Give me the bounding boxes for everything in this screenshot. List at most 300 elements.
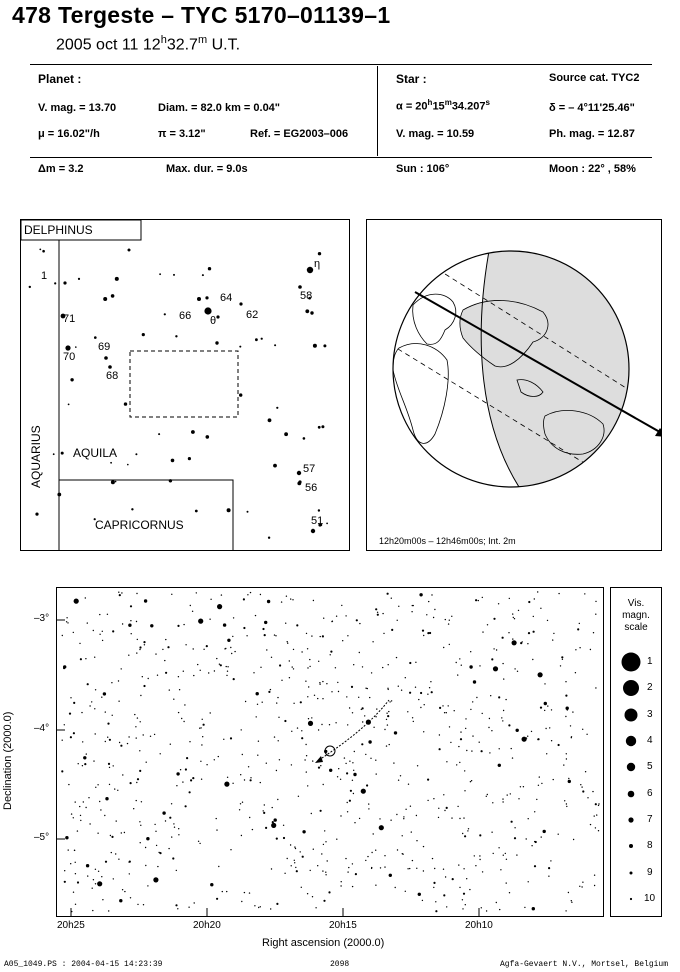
field-star	[590, 824, 591, 825]
field-star	[249, 817, 250, 818]
finder-star	[103, 297, 107, 301]
field-star	[407, 868, 408, 869]
field-star	[216, 818, 217, 819]
field-star	[301, 737, 303, 739]
field-star	[465, 718, 466, 719]
field-star	[306, 755, 307, 756]
field-star	[313, 600, 314, 601]
field-star	[173, 699, 174, 700]
field-star	[528, 632, 530, 634]
field-star	[173, 823, 174, 824]
field-star	[321, 724, 322, 725]
field-star	[464, 790, 465, 791]
field-star	[533, 631, 535, 633]
finder-star	[284, 432, 288, 436]
field-star	[367, 856, 368, 857]
field-star	[203, 649, 204, 650]
finder-star	[57, 493, 61, 497]
field-star	[250, 592, 251, 593]
field-star	[95, 883, 96, 884]
field-star	[489, 718, 490, 719]
field-star	[541, 783, 542, 784]
field-star	[594, 815, 595, 816]
field-star	[144, 599, 147, 602]
field-star	[550, 860, 551, 861]
field-star	[498, 764, 501, 767]
field-star	[577, 628, 579, 630]
field-star	[388, 664, 389, 665]
field-star	[439, 734, 440, 735]
field-star	[79, 643, 80, 644]
field-star	[361, 743, 363, 745]
field-star	[321, 853, 322, 854]
finder-star	[78, 278, 80, 280]
finder-star	[42, 250, 45, 253]
field-star	[200, 727, 201, 728]
field-star	[139, 750, 140, 751]
field-star	[575, 649, 576, 650]
field-star	[82, 765, 83, 766]
field-star	[247, 594, 248, 595]
field-star	[383, 633, 384, 634]
field-star	[101, 876, 102, 877]
field-star	[384, 855, 385, 856]
field-star	[128, 736, 129, 737]
field-star	[502, 637, 504, 639]
field-star	[376, 708, 377, 709]
star-label-57: 57	[303, 463, 316, 475]
field-star	[170, 744, 171, 745]
finder-star	[307, 267, 313, 273]
finder-star	[274, 344, 276, 346]
field-star	[582, 790, 584, 792]
field-star	[266, 763, 267, 764]
star-label-1: 1	[41, 270, 48, 282]
field-star	[189, 741, 190, 742]
field-star	[546, 753, 547, 754]
field-star	[130, 782, 132, 784]
field-star	[271, 868, 272, 869]
field-star	[180, 769, 181, 770]
field-star	[377, 614, 379, 616]
finder-star	[128, 249, 131, 252]
field-star	[218, 866, 219, 867]
field-star	[482, 713, 483, 714]
field-star	[330, 654, 331, 655]
field-star	[306, 771, 307, 772]
finder-star	[158, 433, 160, 435]
field-star	[108, 763, 110, 765]
field-star	[509, 598, 510, 599]
field-star	[331, 621, 332, 622]
field-star	[154, 824, 155, 825]
field-star	[386, 719, 387, 720]
field-star	[292, 599, 293, 600]
field-star	[445, 619, 446, 620]
field-star	[412, 860, 413, 861]
field-star	[306, 633, 307, 634]
field-star	[139, 821, 140, 822]
table-divider	[377, 66, 378, 156]
field-star	[528, 881, 529, 882]
field-star	[155, 831, 156, 832]
field-star	[130, 620, 131, 621]
field-star	[543, 830, 546, 833]
field-star	[548, 876, 549, 877]
field-star	[244, 892, 245, 893]
legend-label-2: 2	[647, 682, 653, 693]
field-star	[93, 630, 94, 631]
field-star	[117, 790, 118, 791]
field-star	[368, 740, 371, 743]
field-star	[492, 802, 493, 803]
field-star	[140, 695, 141, 696]
field-star	[209, 619, 210, 620]
continent-europe	[413, 294, 456, 344]
field-star	[352, 712, 353, 713]
field-star	[193, 648, 194, 649]
field-star	[594, 885, 595, 886]
field-star	[590, 649, 591, 650]
field-star	[470, 651, 471, 652]
star-phmag: Ph. mag. = 12.87	[549, 128, 635, 140]
field-star	[178, 712, 179, 713]
field-star	[74, 850, 75, 851]
field-star	[201, 779, 202, 780]
finder-chart-svg	[21, 220, 349, 550]
field-star	[592, 791, 593, 792]
legend-dot-6	[628, 791, 635, 798]
field-star	[462, 833, 463, 834]
field-star	[398, 780, 399, 781]
field-star	[140, 721, 141, 722]
field-star	[595, 687, 596, 688]
field-star	[167, 646, 169, 648]
field-star	[532, 659, 533, 660]
field-star	[112, 630, 114, 632]
field-star	[109, 784, 110, 785]
field-star	[281, 601, 282, 602]
field-star	[409, 662, 411, 664]
field-star	[136, 621, 137, 622]
field-star	[107, 723, 109, 725]
field-star	[371, 672, 372, 673]
field-star	[503, 855, 504, 856]
field-star	[506, 859, 507, 860]
field-star	[469, 665, 472, 668]
field-star	[475, 599, 477, 601]
field-star	[168, 848, 169, 849]
footer-publisher: Agfa-Gevaert N.V., Mortsel, Belgium	[500, 960, 669, 969]
field-star	[62, 635, 63, 636]
field-star	[157, 675, 158, 676]
field-star	[193, 675, 194, 676]
field-star	[448, 705, 449, 706]
finder-star	[268, 418, 272, 422]
field-star	[365, 688, 366, 689]
field-star	[103, 692, 106, 695]
field-star	[544, 702, 547, 705]
field-star	[248, 766, 249, 767]
field-star	[353, 793, 354, 794]
field-star	[561, 656, 563, 658]
field-star	[297, 727, 298, 728]
field-star	[472, 735, 473, 736]
field-star	[102, 631, 103, 632]
field-star	[433, 887, 434, 888]
finder-star	[35, 513, 38, 516]
field-star	[64, 870, 65, 871]
field-star	[416, 840, 417, 841]
field-star	[107, 737, 108, 738]
field-star	[97, 784, 98, 785]
field-star	[349, 761, 350, 762]
field-star	[312, 896, 313, 897]
field-star	[87, 875, 88, 876]
planet-motion: μ = 16.02"/h	[38, 128, 100, 140]
field-star	[111, 852, 112, 853]
field-star	[487, 624, 488, 625]
field-star	[351, 686, 353, 688]
finder-star	[255, 338, 258, 341]
field-star	[137, 904, 138, 905]
field-star	[444, 712, 445, 713]
star-label-58: 58	[300, 290, 313, 302]
field-star	[491, 832, 492, 833]
field-star	[350, 790, 352, 792]
field-star	[352, 780, 353, 781]
finder-star	[173, 274, 175, 276]
field-star	[290, 844, 291, 845]
field-star	[427, 779, 429, 781]
field-star	[249, 892, 250, 893]
field-star	[594, 875, 595, 876]
field-star	[112, 715, 113, 716]
field-star	[139, 649, 140, 650]
field-star	[498, 603, 499, 604]
field-star	[518, 798, 519, 799]
field-star	[189, 791, 191, 793]
field-star	[70, 736, 72, 738]
finder-star	[318, 509, 320, 511]
finder-star	[239, 393, 242, 396]
field-star	[87, 683, 89, 685]
field-star	[352, 762, 353, 763]
field-star	[274, 634, 275, 635]
field-star	[327, 860, 328, 861]
field-star	[359, 818, 360, 819]
field-star	[438, 808, 439, 809]
finder-star	[175, 335, 177, 337]
field-star	[314, 695, 315, 696]
field-star	[85, 807, 86, 808]
finder-star	[115, 277, 119, 281]
night-side-shading	[481, 249, 629, 487]
field-star	[263, 812, 265, 814]
field-star	[69, 713, 71, 715]
planet-heading: Planet :	[38, 72, 82, 86]
field-star	[140, 825, 141, 826]
field-star	[326, 683, 327, 684]
field-star	[460, 738, 462, 740]
event-datetime: 2005 oct 11 12$^h$32.7$^m$ U.T.	[56, 34, 241, 54]
field-star	[434, 609, 435, 610]
field-star	[65, 836, 68, 839]
finder-star	[110, 462, 112, 464]
field-star	[310, 870, 311, 871]
finder-star	[29, 286, 31, 288]
boundary-capricornus	[59, 480, 233, 550]
field-star	[264, 634, 266, 636]
field-star	[469, 889, 470, 890]
legend-title-vis: Vis.	[627, 598, 645, 609]
legend-dot-7	[628, 817, 633, 822]
field-star	[427, 800, 428, 801]
field-star	[362, 707, 364, 709]
field-star	[320, 765, 321, 766]
field-star	[93, 760, 94, 761]
field-star	[296, 624, 298, 626]
field-star	[89, 705, 90, 706]
field-star	[318, 729, 319, 730]
field-star	[178, 834, 179, 835]
field-star	[413, 605, 414, 606]
field-star	[365, 860, 366, 861]
field-star	[449, 726, 450, 727]
field-star	[307, 696, 308, 697]
constellation-aquarius: AQUARIUS	[29, 425, 43, 488]
field-star	[345, 763, 346, 764]
planet-parallax: π = 3.12"	[158, 128, 206, 140]
field-star	[564, 800, 565, 801]
field-star	[294, 860, 295, 861]
field-star	[319, 682, 320, 683]
finder-star	[61, 452, 64, 455]
field-star	[92, 910, 93, 911]
field-star	[311, 635, 312, 636]
field-star	[224, 648, 225, 649]
field-star	[171, 594, 172, 595]
field-star	[277, 697, 278, 698]
field-star	[325, 841, 326, 842]
field-star	[595, 614, 596, 615]
field-star	[122, 889, 123, 890]
field-star	[568, 780, 571, 783]
field-star	[420, 707, 421, 708]
planet-vmag: V. mag. = 13.70	[38, 102, 117, 114]
field-star	[232, 636, 233, 637]
field-star	[295, 848, 296, 849]
field-star	[566, 758, 567, 759]
field-star	[509, 892, 510, 893]
field-star	[190, 605, 191, 606]
field-star	[598, 830, 599, 831]
field-star	[276, 903, 278, 905]
field-star	[545, 728, 546, 729]
field-star	[443, 894, 445, 896]
field-star	[456, 764, 457, 765]
field-star	[355, 873, 357, 875]
field-star	[100, 809, 101, 810]
field-star	[418, 893, 421, 896]
field-star	[488, 727, 489, 728]
field-star	[386, 713, 387, 714]
field-star	[369, 697, 370, 698]
field-star	[86, 864, 89, 867]
field-star	[227, 777, 228, 778]
y-tick-label-5: –5°	[34, 832, 50, 843]
field-star	[527, 643, 528, 644]
field-star	[95, 787, 96, 788]
field-star	[146, 838, 147, 839]
field-star	[262, 628, 264, 630]
field-star	[548, 867, 550, 869]
field-star	[77, 830, 78, 831]
asteroid-direction-arrow	[315, 756, 323, 763]
field-star	[135, 726, 136, 727]
field-star	[227, 666, 228, 667]
field-star	[320, 636, 321, 637]
field-star	[354, 822, 355, 823]
field-star	[133, 808, 134, 809]
field-star	[403, 816, 404, 817]
field-star	[415, 687, 416, 688]
field-star	[398, 606, 399, 607]
field-star	[366, 784, 368, 786]
field-star	[496, 902, 497, 903]
field-star	[466, 750, 467, 751]
finder-star	[298, 285, 302, 289]
field-star	[517, 671, 518, 672]
field-star	[245, 701, 246, 702]
field-star	[83, 756, 86, 759]
field-star	[216, 898, 218, 900]
field-star	[94, 708, 95, 709]
star-label-69: 69	[98, 341, 111, 353]
field-star	[124, 832, 125, 833]
x-tick-label-20h15: 20h15	[329, 920, 357, 931]
legend-title-magn: magn.	[622, 610, 650, 621]
field-star	[142, 676, 143, 677]
field-star	[493, 648, 494, 649]
field-star	[230, 647, 231, 648]
field-star	[337, 682, 338, 683]
field-star	[325, 874, 326, 875]
legend-dot-4	[626, 736, 636, 746]
field-star	[449, 620, 450, 621]
field-star	[313, 849, 314, 850]
finder-star	[326, 523, 328, 525]
field-star	[160, 753, 161, 754]
field-star	[315, 907, 316, 908]
finder-star	[227, 508, 231, 512]
field-star	[411, 831, 412, 832]
field-star	[391, 700, 392, 701]
field-star	[531, 731, 532, 732]
field-star	[289, 660, 290, 661]
field-star	[119, 594, 121, 596]
field-star	[566, 806, 567, 807]
field-star	[301, 887, 302, 888]
finder-star	[261, 338, 263, 340]
field-star	[266, 649, 267, 650]
field-star	[340, 815, 341, 816]
field-star	[179, 689, 180, 690]
field-star	[341, 881, 342, 882]
field-star	[397, 620, 398, 621]
field-star	[387, 715, 389, 717]
field-star	[136, 652, 137, 653]
